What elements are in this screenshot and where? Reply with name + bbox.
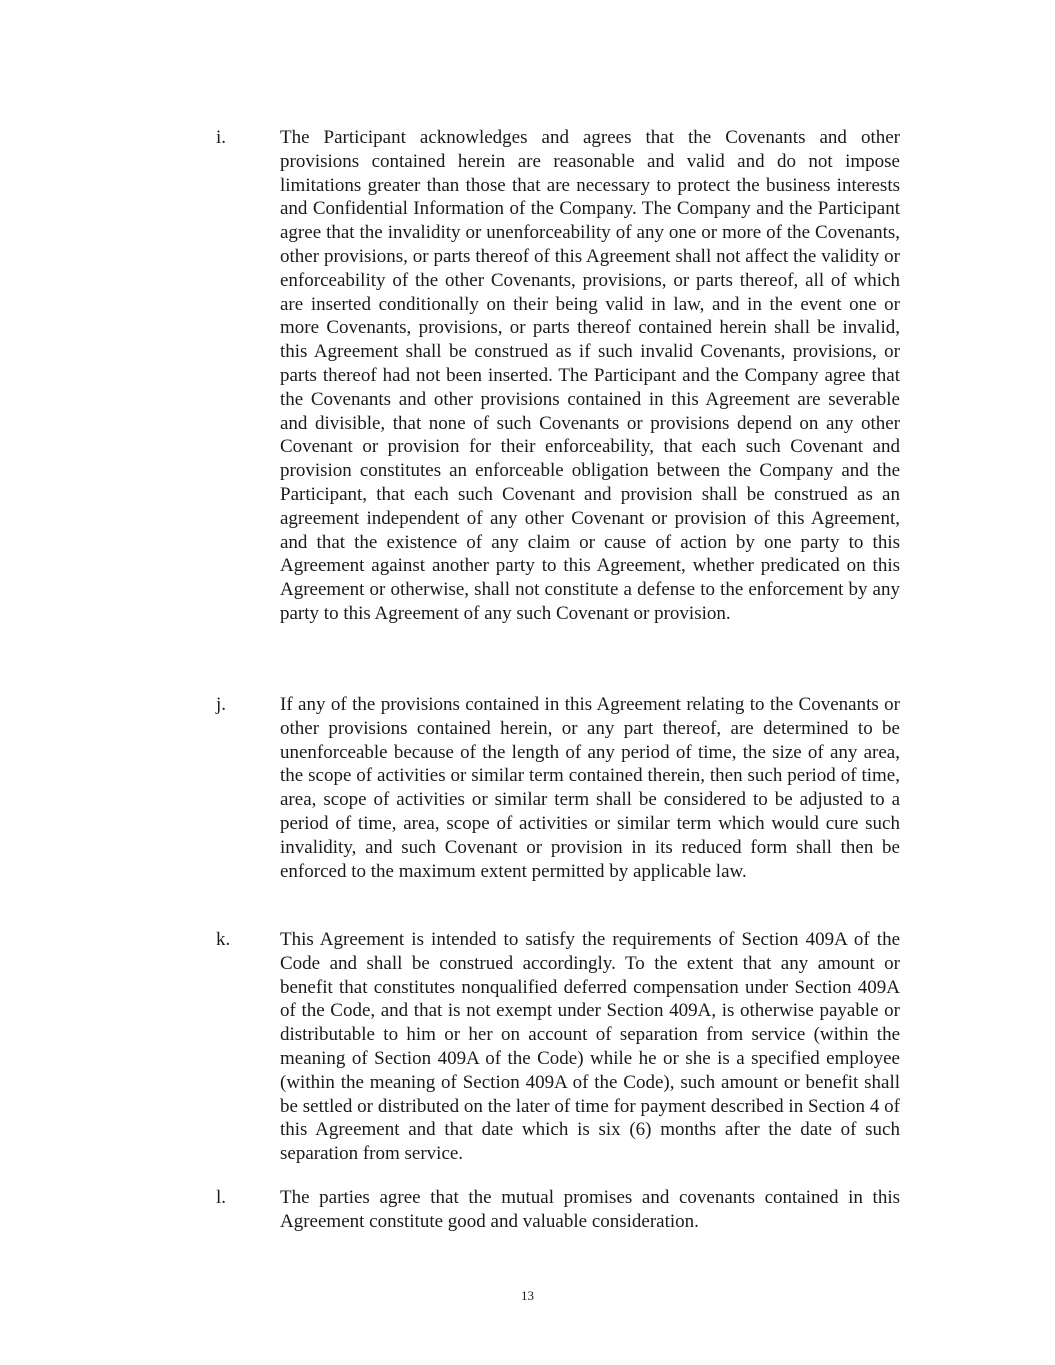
clause-j	[216, 693, 900, 883]
clause-text: If any of the provisions contained in this Agreement relating to the Covenants or other provisions contained herein, or any part thereof, are determined to be unenforceable because of the length of any period of time, the size of any area, the scope of activities or similar term contained therein, then such period of time, area, scope of activities or similar term shall be considered to be adjusted to a period of time, area, scope of activities or similar term which would cure such invalidity, and such Covenant or provision in its reduced form shall then be enforced to the maximum extent permitted by applicable law.	[280, 694, 900, 882]
clause-label: i.	[216, 127, 227, 148]
clause-i	[216, 126, 900, 626]
clause-label: k.	[216, 929, 231, 950]
clause-text: This Agreement is intended to satisfy the requirements of Section 409A of the Code and shall be construed accordingly. To the extent that any amount or benefit that constitutes nonqualified deferred compensation under Section 409A of the Code, and that is not exempt under Section 409A, is otherwise payable or distributable to him or her on account of separation from service (within the meaning of Section 409A of the Code) while he or she is a specified employee (within the meaning of Section 409A of the Code), such amount or benefit shall be settled or distributed on the later of time for payment described in Section 4 of this Agreement and that date which is six (6) months after the date of such separation from service.	[280, 929, 900, 1165]
clause-l	[216, 1186, 900, 1234]
page-number: 13	[521, 1288, 534, 1303]
clause-text: The parties agree that the mutual promises and covenants contained in this Agreement constitute good and valuable consideration.	[280, 1187, 900, 1232]
clause-k	[216, 928, 900, 1166]
clause-label: j.	[216, 694, 227, 715]
clause-text: The Participant acknowledges and agrees that the Covenants and other provisions contained herein are reasonable and valid and do not impose limitations greater than those that are necessary to protect the business interests and Confidential Information of the Company. The Company and the Participant agree that the invalidity or unenforceability of any one or more of the Covenants, other provisions, or parts thereof of this Agreement shall not affect the validity or enforceability of the other Covenants, provisions, or parts thereof, all of which are inserted conditionally on their being valid in law, and in the event one or more Covenants, provisions, or parts thereof contained herein shall be invalid, this Agreement shall be construed as if such invalid Covenants, provisions, or parts thereof had not been inserted. The Participant and the Company agree that the Covenants and other provisions contained in this Agreement are severable and divisible, that none of such Covenants or provisions depend on any other Covenant or provision for their enforceability, that each such Covenant and provision constitutes an enforceable obligation between the Company and the Participant, that each such Covenant and provision shall be construed as an agreement independent of any other Covenant or provision of this Agreement, and that the existence of any claim or cause of action by one party to this Agreement against another party to this Agreement, whether predicated on this Agreement or otherwise, shall not constitute a defense to the enforcement by any party to this Agreement of any such Covenant or provision.	[280, 127, 900, 624]
clause-label: l.	[216, 1187, 227, 1208]
